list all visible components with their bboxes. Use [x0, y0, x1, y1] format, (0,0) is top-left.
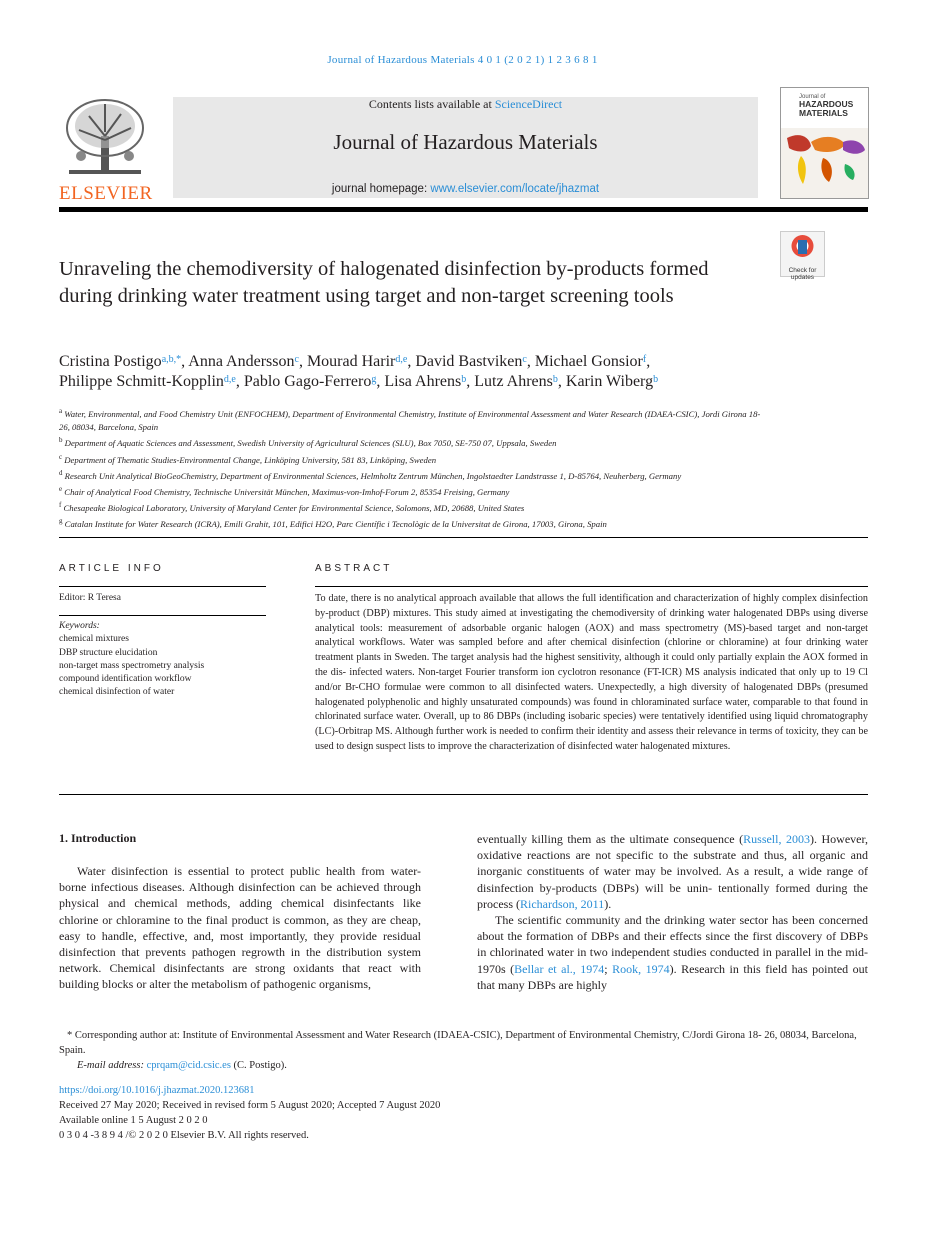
author-affiliation-marker[interactable]: d,e [223, 374, 236, 385]
author-name[interactable]: Cristina Postigo [59, 353, 162, 370]
author-name[interactable]: Lisa Ahrens [384, 373, 462, 390]
keywords-label: Keywords: [59, 621, 100, 631]
sciencedirect-link[interactable]: ScienceDirect [494, 97, 563, 111]
corresponding-footnote [59, 1028, 868, 1073]
elsevier-tree-icon [59, 96, 151, 180]
affiliation-item [59, 467, 771, 483]
keyword-item: chemical mixtures [59, 634, 129, 645]
author-affiliation-marker[interactable]: c [522, 354, 527, 365]
author-name[interactable]: Karin Wiberg [565, 373, 654, 390]
affiliation-marker: d [59, 468, 63, 477]
editor-rule [59, 615, 266, 616]
author-name[interactable]: Pablo Gago-Ferrero [243, 373, 372, 390]
article-info-rule [59, 586, 266, 587]
received-dates: Received 27 May 2020; Received in revised form 5 August 2020; Accepted 7 August 2020 [59, 1100, 441, 1111]
author-affiliation-marker[interactable]: c [294, 354, 299, 365]
affiliation-marker: e [59, 485, 63, 494]
affiliation-marker: f [59, 501, 62, 510]
citation-link[interactable]: Bellar et al., 1974 [514, 961, 605, 976]
contents-line: Contents lists available at ScienceDirect [368, 97, 563, 111]
author-list: Cristina Postigo$^{a,b,*}$, Anna Andersson$^c$, Mourad Harir$^{d,e}$, David Bastviken$^c$, Michael Gonsior$^f$, Philippe Schmitt-Kopplin$^{d,e}$, Pablo Gago-Ferrero$^g$, Lisa Ahrens$^b$, Lutz Ahrens$^b$, Karin Wiberg$^b$ [59, 353, 659, 390]
keyword-item: compound identification workflow [59, 674, 192, 685]
abstract-text: To date, there is no analytical approach available that allows the full identification and characterization of highly complex disinfection by-product (DBP) mixtures. This study aimed at investigating the chemodiversity of drinking water halogenated DBPs using diverse analytical tools: measurement of adsorbable organic halogen (AOX) and mass spectrometry (MS)-based target and non-target analytical workflows. Water was sampled before and after chemical disinfection (chlorine or chloramine) at four drinking water treatment plants in Sweden. The target analysis had the highest sensitivity, although it could only partially explain the AOX formed in the dis- infected waters. Non-target Fourier transform ion cyclotron resonance (FT-ICR) MS analysis indicated that only up to 19 Cl and/or Br-CHO formulae were common to all disinfected waters. Unexpectedly, a high diversity of halogenated DBPs (presumed halogenated polyphenolic and highly unsaturated compounds) was found in chloraminated surface water, comparable to that found in chlorinated surface water. Overall, up to 86 DBPs (including isobaric species) were tentatively identified using liquid chromatography (LC)-Orbitrap MS. Although further work is needed to confirm their identity and assess their relevance in terms of toxicity, they can be used to design suspect lists to improve the characterization of disinfected water halogenated mixtures. [315, 593, 868, 752]
intro-paragraph: Water disinfection is essential to protect public health from water- borne infectious diseases. Although disinfection can be achieved through physical and chemical methods, adding chemical disinfectants like chlorine or chloramine to the final product is common, as they are cheap, easy to handle, effective, and, most importantly, they provide residual disinfection that prevents pathogen regrowth in the distribution system network. Chemical disinfectants are strong oxidants that react with building blocks or alter the metabolism of pathogenic organisms, [59, 864, 421, 992]
affiliation-text: Water, Environmental, and Food Chemistry Unit (ENFOCHEM), Department of Environmental Chemistry, Institute of Environmental Assessment and Water Research (IDAEA-CSIC), Jordi Girona 18-26, 08034, Barcelona, Spain [59, 408, 761, 433]
intro-heading: 1. Introduction [59, 831, 137, 845]
author-name[interactable]: Mourad Harir [306, 353, 396, 370]
affiliation-text: Research Unit Analytical BioGeoChemistry, Department of Environmental Sciences, Helmholtz Zentrum München, Ingolstaedter Landstrasse 1, D-85764, Neuherberg, Germany [64, 470, 682, 481]
affiliation-item [59, 451, 771, 467]
affiliation-marker: c [59, 452, 63, 461]
keywords-list [59, 633, 269, 699]
author-name[interactable]: Michael Gonsior [534, 353, 643, 370]
author-affiliation-marker[interactable]: b [653, 374, 659, 385]
author-affiliation-marker[interactable]: g [371, 374, 377, 385]
intro-column-1 [59, 863, 421, 993]
citation-link[interactable]: Rook, 1974 [612, 961, 670, 976]
affiliation-item [59, 515, 771, 531]
cover-journal-of: Journal of [799, 94, 826, 100]
keyword-item: non-target mass spectrometry analysis [59, 660, 205, 671]
author-name[interactable]: Lutz Ahrens [474, 373, 553, 390]
cover-title: HAZARDOUS MATERIALS [799, 99, 854, 118]
author-name[interactable]: Philippe Schmitt-Kopplin [59, 373, 224, 390]
abstract-rule [315, 586, 868, 587]
available-online: Available online 1 5 August 2 0 2 0 [59, 1115, 208, 1126]
affiliation-item [59, 405, 771, 434]
affiliation-text: Chair of Analytical Food Chemistry, Technische Universität München, Maximus-von-Imhof-Forum 2, 85354 Freising, Germany [64, 486, 510, 497]
author-affiliation-marker[interactable]: a,b,* [161, 354, 182, 365]
abstract-heading: ABSTRACT [315, 563, 393, 574]
editor-line: Editor: R Teresa [59, 593, 121, 603]
elsevier-logo [59, 96, 153, 204]
copyright-line: 0 3 0 4 -3 8 9 4 /© 2 0 2 0 Elsevier B.V. All rights reserved. [59, 1130, 309, 1141]
crossmark-label: Check for updates [788, 267, 817, 281]
email-line: E-mail address: cprqam@cid.csic.es (C. Postigo). [77, 1060, 287, 1071]
homepage-line: journal homepage: www.elsevier.com/locate/jhazmat [331, 183, 600, 195]
homepage-link[interactable]: www.elsevier.com/locate/jhazmat [430, 183, 600, 195]
affiliation-marker: a [59, 407, 63, 415]
authors-rule [59, 537, 868, 538]
intro-paragraph: The scientific community and the drinking water sector has been concerned about the formation of DBPs and their effects since the first discovery of DBPs in chlorinated water in two independent studies conducted in parallel in the mid-1970s (Bellar et al., 1974; Rook, 1974). Research in this field has pointed out that many DBPs are highly [477, 913, 868, 992]
publisher-name: ELSEVIER [59, 183, 153, 204]
intro-paragraph: eventually killing them as the ultimate consequence (Russell, 2003). However, oxidative reactions are not specific to the substrate and thus, all organic and inorganic constituents of water may be involved. As a result, a wide range of disinfection by-products (DBPs) will be unin- tentionally formed during the process (Richardson, 2011). [477, 832, 869, 911]
cover-map-icon [781, 128, 868, 198]
keyword-item: chemical disinfection of water [59, 687, 175, 698]
citation-link[interactable]: Richardson, 2011 [519, 896, 605, 911]
article-info-heading: ARTICLE INFO [59, 563, 164, 574]
author-affiliation-marker[interactable]: b [552, 374, 558, 385]
affiliation-marker: b [59, 436, 63, 445]
affiliation-item [59, 483, 771, 499]
affiliation-item [59, 499, 771, 515]
article-title: Unraveling the chemodiversity of halogenated disinfection by-products formed during drinking water treatment using target and non-target screening tools [59, 258, 709, 307]
abstract-end-rule [59, 794, 868, 795]
affiliation-text: Department of Aquatic Sciences and Assessment, Swedish University of Agricultural Sciences (SLU), Box 7050, SE-750 07, Uppsala, Sweden [64, 438, 557, 449]
header-rule [59, 207, 868, 212]
journal-cover[interactable] [780, 87, 869, 199]
corresponding-author: * Corresponding author at: Institute of Environmental Assessment and Water Research (IDAEA-CSIC), Department of Environmental Chemistry, C/Jordi Girona 18- 26, 08034, Barcelona, Spain. [59, 1030, 857, 1056]
author-name[interactable]: Anna Andersson [188, 353, 295, 370]
affiliation-item [59, 434, 771, 450]
author-name[interactable]: David Bastviken [415, 353, 523, 370]
journal-title: Journal of Hazardous Materials [333, 130, 598, 154]
running-header[interactable]: Journal of Hazardous Materials 4 0 1 (2 0 2 1) 1 2 3 6 8 1 [327, 54, 598, 66]
keyword-item: DBP structure elucidation [59, 647, 158, 658]
affiliation-text: Chesapeake Biological Laboratory, University of Maryland Center for Environmental Science, Solomons, MD, 20688, United States [63, 503, 525, 514]
affiliation-list [59, 405, 771, 532]
affiliation-text: Catalan Institute for Water Research (ICRA), Emili Grahit, 101, Edifici H2O, Parc Científic i Tecnològic de la Universitat de Girona, 17003, Girona, Spain [64, 519, 607, 530]
keywords-block [59, 620, 269, 700]
author-affiliation-marker[interactable]: d,e [395, 354, 408, 365]
author-affiliation-marker[interactable]: f [642, 354, 647, 365]
intro-column-2 [477, 831, 868, 993]
affiliation-marker: g [59, 517, 63, 526]
crossmark-badge[interactable] [780, 231, 825, 281]
doi-link[interactable]: https://doi.org/10.1016/j.jhazmat.2020.123681 [59, 1085, 255, 1096]
affiliation-text: Department of Thematic Studies-Environmental Change, Linköping University, 581 83, Linköping, Sweden [64, 454, 437, 465]
author-affiliation-marker[interactable]: b [461, 374, 467, 385]
crossmark-icon [781, 232, 824, 262]
citation-link[interactable]: Russell, 2003 [743, 832, 810, 846]
publication-info [59, 1083, 868, 1143]
email-link[interactable]: cprqam@cid.csic.es [146, 1060, 231, 1071]
